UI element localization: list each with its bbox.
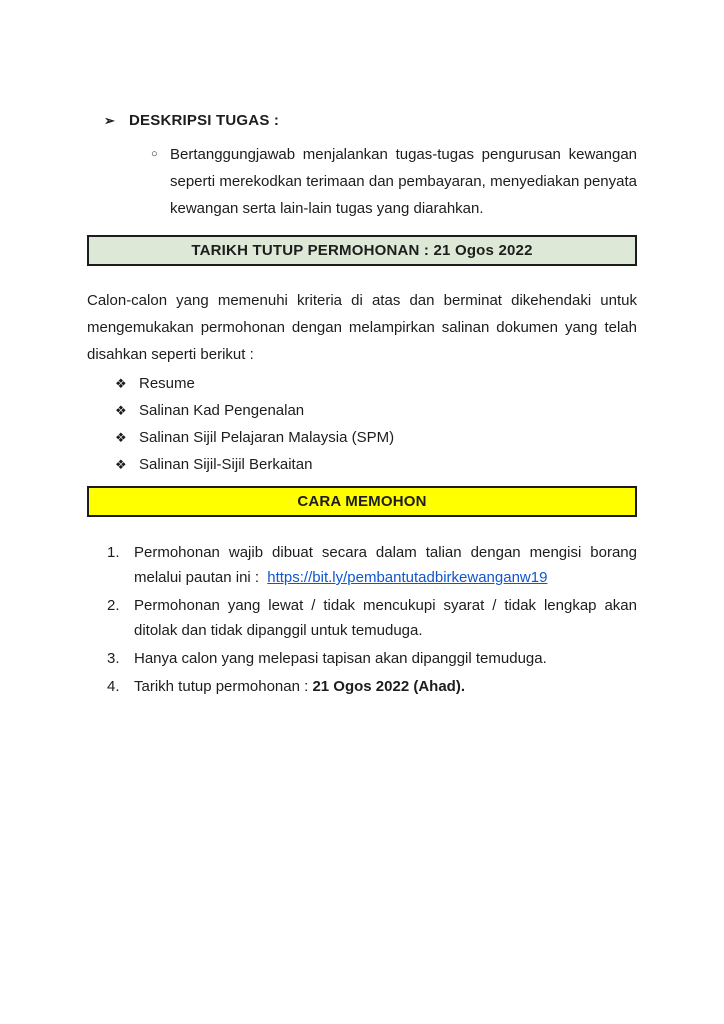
application-steps-list	[107, 540, 637, 699]
document-item-label: Salinan Sijil-Sijil Berkaitan	[139, 456, 313, 473]
list-number: 3.	[107, 650, 120, 667]
step-text: Permohonan yang lewat / tidak mencukupi syarat / tidak lengkap akan ditolak dan tidak dipanggil untuk temuduga.	[134, 597, 637, 639]
how-to-apply-banner-label: CARA MEMOHON	[297, 493, 427, 510]
task-description-item	[151, 141, 637, 222]
section-title: DESKRIPSI TUGAS :	[129, 112, 280, 129]
list-item	[107, 540, 637, 590]
list-item	[107, 674, 637, 699]
application-form-link[interactable]: https://bit.ly/pembantutadbirkewanganw19	[267, 569, 548, 586]
document-item-label: Salinan Kad Pengenalan	[139, 402, 305, 419]
arrow-bullet-icon: ➢	[104, 113, 115, 128]
document-item-label: Salinan Sijil Pelajaran Malaysia (SPM)	[139, 429, 395, 446]
diamond-bullet-icon: ❖	[115, 403, 127, 418]
step-text: Hanya calon yang melepasi tapisan akan dipanggil temuduga.	[134, 650, 547, 667]
diamond-bullet-icon: ❖	[115, 457, 127, 472]
list-item	[115, 370, 637, 397]
list-item	[115, 424, 637, 451]
circle-bullet-icon: ○	[151, 148, 158, 160]
task-description-text: Bertanggungjawab menjalankan tugas-tugas pengurusan kewangan seperti merekodkan terimaan dan pembayaran, menyediakan penyata kewangan serta lain-lain tugas yang diarahkan.	[170, 146, 637, 217]
document-item-label: Resume	[139, 375, 195, 392]
list-number: 4.	[107, 678, 120, 695]
list-item	[115, 451, 637, 478]
list-item	[107, 593, 637, 643]
closing-date-banner-label: TARIKH TUTUP PERMOHONAN : 21 Ogos 2022	[191, 242, 533, 259]
step-text-prefix: Permohonan wajib dibuat secara dalam talian dengan mengisi borang melalui pautan ini :	[134, 544, 637, 586]
closing-date-emphasis: 21 Ogos 2022 (Ahad).	[312, 678, 466, 695]
step-text	[134, 540, 637, 590]
section-heading-deskripsi-tugas	[104, 110, 637, 132]
closing-date-banner	[87, 235, 637, 266]
required-documents-list	[115, 370, 637, 478]
how-to-apply-banner	[87, 486, 637, 517]
application-intro-paragraph: Calon-calon yang memenuhi kriteria di atas dan berminat dikehendaki untuk mengemukakan permohonan dengan melampirkan salinan dokumen yang telah disahkan seperti berikut :	[87, 292, 637, 363]
diamond-bullet-icon: ❖	[115, 376, 127, 391]
step-text	[134, 674, 637, 699]
step-text-prefix: Tarikh tutup permohonan :	[134, 678, 313, 695]
list-number: 2.	[107, 597, 120, 614]
list-item	[107, 646, 637, 671]
list-number: 1.	[107, 544, 120, 561]
diamond-bullet-icon: ❖	[115, 430, 127, 445]
list-item	[115, 397, 637, 424]
